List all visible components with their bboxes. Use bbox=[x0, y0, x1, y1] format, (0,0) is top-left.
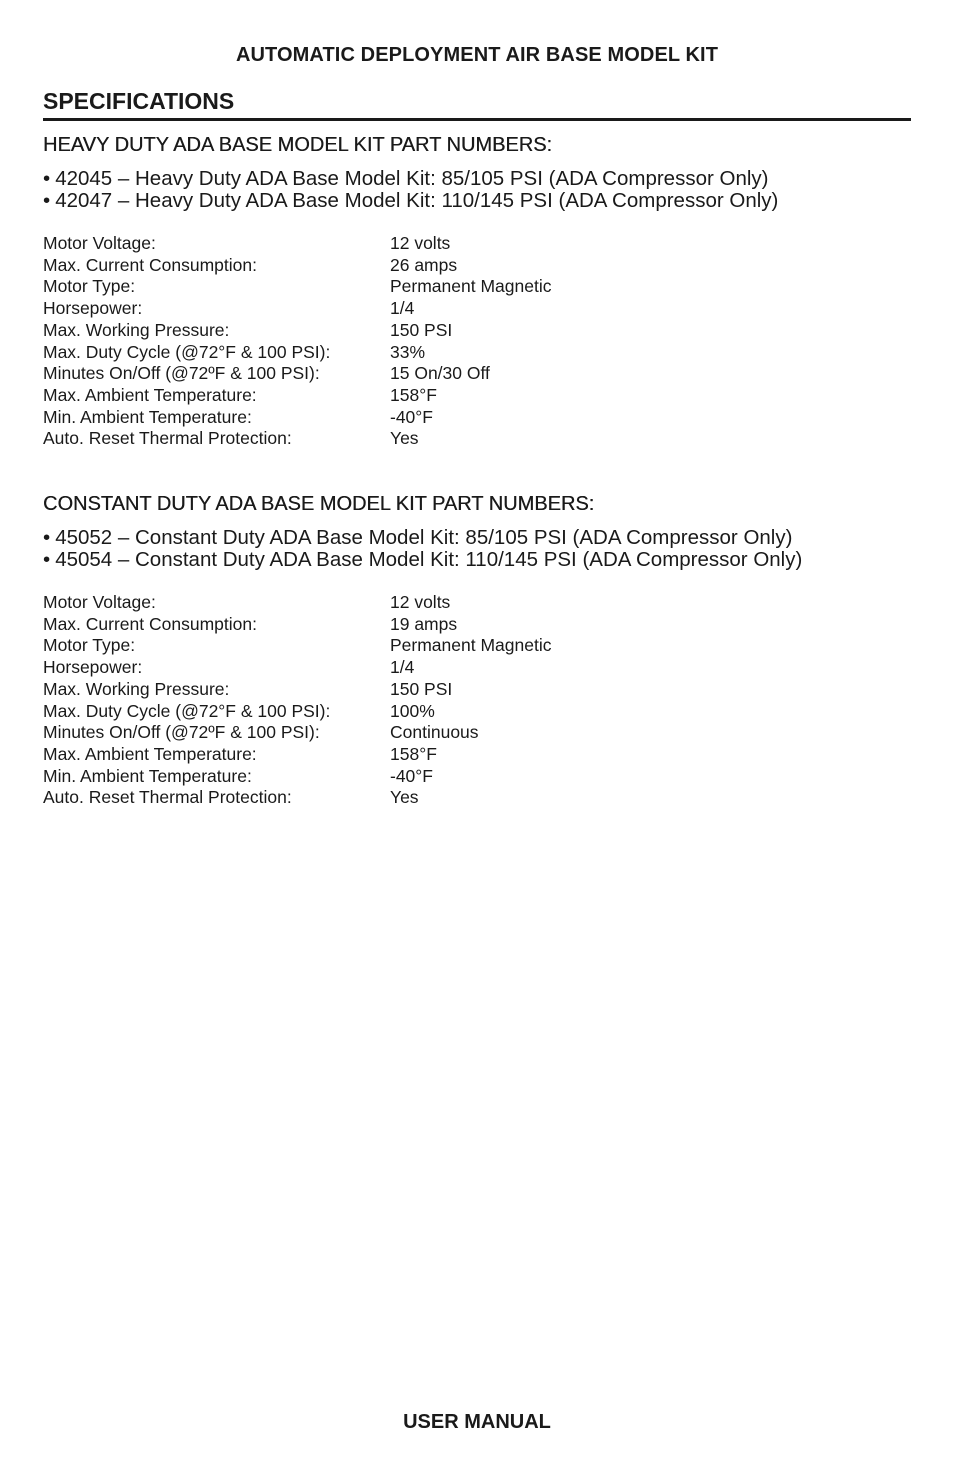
section-divider bbox=[43, 118, 911, 121]
spec-row bbox=[43, 679, 551, 701]
part-number-text: 45052 – Constant Duty ADA Base Model Kit: 85/105 PSI (ADA Compressor Only) bbox=[55, 526, 793, 549]
spec-label: Max. Ambient Temperature: bbox=[43, 743, 257, 764]
heavy-duty-part-list bbox=[43, 168, 911, 211]
spec-value: 150 PSI bbox=[390, 319, 453, 340]
spec-value: Permanent Magnetic bbox=[390, 635, 552, 656]
spec-label: Auto. Reset Thermal Protection: bbox=[43, 428, 292, 449]
spec-label: Minutes On/Off (@72ºF & 100 PSI): bbox=[43, 363, 320, 384]
spec-value: 1/4 bbox=[390, 298, 415, 319]
spec-value: 150 PSI bbox=[390, 678, 453, 699]
spec-label: Max. Working Pressure: bbox=[43, 319, 230, 340]
spec-row bbox=[43, 385, 551, 407]
spec-label: Max. Working Pressure: bbox=[43, 678, 230, 699]
spec-row bbox=[43, 407, 551, 429]
part-number-text: 42047 – Heavy Duty ADA Base Model Kit: 110/145 PSI (ADA Compressor Only) bbox=[55, 188, 779, 212]
spec-value: Yes bbox=[390, 428, 419, 449]
spec-row bbox=[43, 255, 551, 277]
spec-label: Max. Duty Cycle (@72°F & 100 PSI): bbox=[43, 341, 331, 362]
part-number-text: 45054 – Constant Duty ADA Base Model Kit: 110/145 PSI (ADA Compressor Only) bbox=[55, 547, 803, 571]
heavy-duty-heading: HEAVY DUTY ADA BASE MODEL KIT PART NUMBERS: bbox=[43, 134, 553, 156]
spec-row bbox=[43, 635, 551, 657]
bullet-icon: • bbox=[43, 526, 51, 549]
spec-value: 1/4 bbox=[390, 657, 415, 678]
spec-value: -40°F bbox=[390, 406, 433, 427]
spec-label: Min. Ambient Temperature: bbox=[43, 406, 252, 427]
spec-value: -40°F bbox=[390, 765, 433, 786]
spec-row bbox=[43, 320, 551, 342]
spec-row bbox=[43, 722, 551, 744]
part-number-item bbox=[43, 527, 911, 549]
spec-value: Yes bbox=[390, 787, 419, 808]
spec-value: 33% bbox=[390, 341, 426, 362]
part-number-item bbox=[43, 190, 911, 212]
bullet-icon: • bbox=[43, 547, 51, 571]
spec-label: Max. Current Consumption: bbox=[43, 613, 257, 634]
spec-value: 12 volts bbox=[390, 592, 451, 612]
spec-value: Permanent Magnetic bbox=[390, 276, 552, 297]
spec-row bbox=[43, 363, 551, 385]
document-header-title: AUTOMATIC DEPLOYMENT AIR BASE MODEL KIT bbox=[235, 44, 719, 66]
spec-value: Continuous bbox=[390, 722, 479, 743]
bullet-icon: • bbox=[43, 167, 51, 190]
spec-label: Motor Voltage: bbox=[43, 592, 156, 612]
constant-duty-section bbox=[43, 492, 911, 809]
spec-row bbox=[43, 233, 551, 255]
spec-row bbox=[43, 701, 551, 723]
spec-row bbox=[43, 428, 551, 450]
spec-row bbox=[43, 592, 551, 614]
constant-duty-heading: CONSTANT DUTY ADA BASE MODEL KIT PART NUMBERS: bbox=[43, 493, 595, 515]
spec-label: Max. Duty Cycle (@72°F & 100 PSI): bbox=[43, 700, 331, 721]
spec-label: Motor Type: bbox=[43, 635, 136, 656]
spec-label: Minutes On/Off (@72ºF & 100 PSI): bbox=[43, 722, 320, 743]
part-number-text: 42045 – Heavy Duty ADA Base Model Kit: 85/105 PSI (ADA Compressor Only) bbox=[55, 167, 769, 190]
bullet-icon: • bbox=[43, 188, 51, 212]
constant-duty-part-list bbox=[43, 527, 911, 570]
spec-value: 100% bbox=[390, 700, 435, 721]
spec-row bbox=[43, 342, 551, 364]
spec-label: Max. Ambient Temperature: bbox=[43, 384, 257, 405]
spec-label: Horsepower: bbox=[43, 657, 143, 678]
spec-label: Horsepower: bbox=[43, 298, 143, 319]
spec-row bbox=[43, 766, 551, 788]
spec-row bbox=[43, 787, 551, 809]
spec-value: 15 On/30 Off bbox=[390, 363, 490, 384]
spec-row bbox=[43, 657, 551, 679]
spec-label: Auto. Reset Thermal Protection: bbox=[43, 787, 292, 808]
spec-label: Motor Voltage: bbox=[43, 233, 156, 253]
part-number-item bbox=[43, 168, 911, 190]
constant-duty-spec-table bbox=[43, 592, 551, 809]
part-number-item bbox=[43, 549, 911, 571]
spec-label: Min. Ambient Temperature: bbox=[43, 765, 252, 786]
section-title: SPECIFICATIONS bbox=[43, 88, 235, 114]
document-footer: USER MANUAL bbox=[403, 1411, 551, 1433]
spec-value: 158°F bbox=[390, 743, 437, 764]
spec-value: 12 volts bbox=[390, 233, 451, 253]
spec-label: Motor Type: bbox=[43, 276, 136, 297]
heavy-duty-spec-table bbox=[43, 233, 551, 450]
spec-value: 158°F bbox=[390, 384, 437, 405]
spec-row bbox=[43, 276, 551, 298]
spec-value: 26 amps bbox=[390, 254, 458, 275]
spec-row bbox=[43, 614, 551, 636]
heavy-duty-section bbox=[43, 133, 911, 450]
spec-row bbox=[43, 298, 551, 320]
spec-label: Max. Current Consumption: bbox=[43, 254, 257, 275]
spec-value: 19 amps bbox=[390, 613, 458, 634]
spec-row bbox=[43, 744, 551, 766]
